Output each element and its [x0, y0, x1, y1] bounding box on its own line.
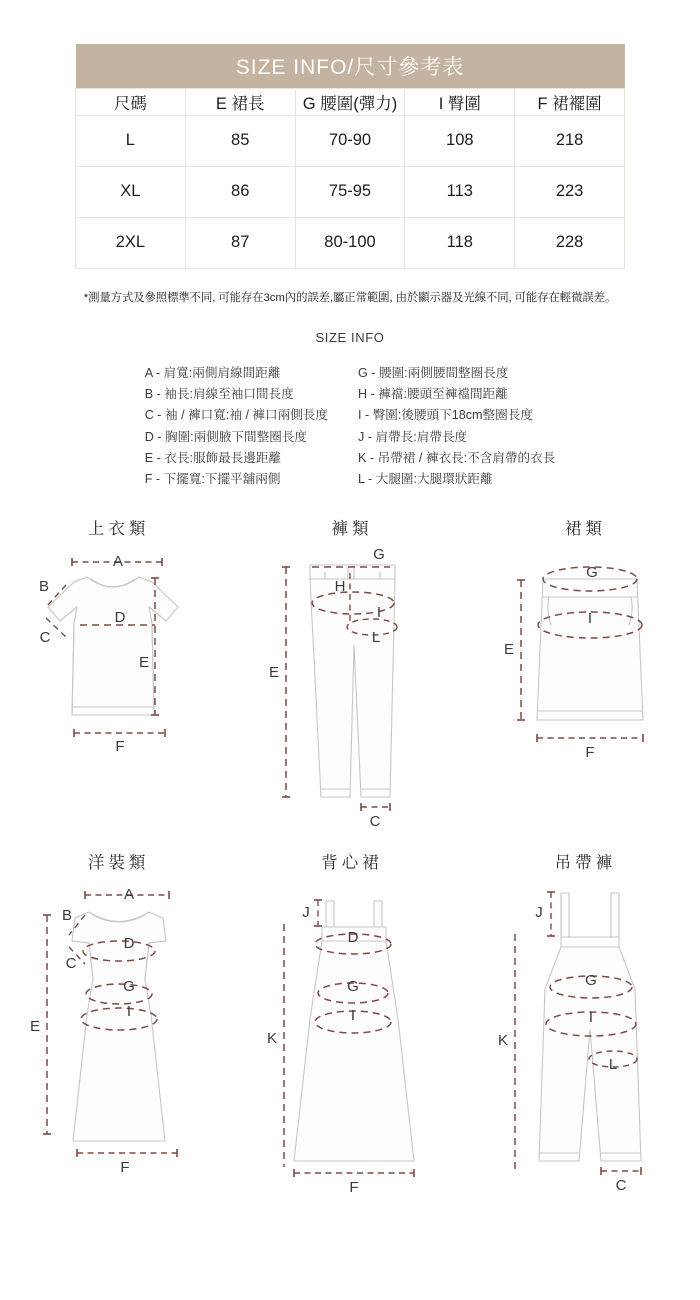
- cell-hem: 228: [515, 217, 625, 268]
- diagram-title-tops: 上衣類: [87, 520, 150, 539]
- diagram-skirt: [467, 515, 700, 835]
- legend: [0, 365, 700, 490]
- cell-hem: 223: [515, 166, 625, 217]
- marker-c: C: [39, 629, 51, 647]
- marker-d: D: [123, 935, 135, 953]
- marker-d: D: [348, 929, 359, 947]
- marker-b: B: [38, 578, 49, 596]
- diagram-svg-dress: [0, 879, 233, 1179]
- diagram-svg-pants: [233, 545, 466, 835]
- marker-e: E: [138, 654, 149, 672]
- diagram-row-2: [0, 849, 700, 1197]
- legend-item-k: K - 吊帶裙 / 褲衣長:不含肩帶的衣長: [358, 451, 556, 465]
- marker-a: A: [112, 553, 123, 571]
- measurement-disclaimer: *測量方式及參照標準不同, 可能存在3cm內的誤差,屬正常範圍, 由於顯示器及光線不同, 可能存在輕微誤差。: [83, 291, 617, 304]
- legend-item-l: L - 大腿圍:大腿環狀距離: [358, 472, 493, 487]
- legend-item-f: F - 下擺寬:下擺平舖兩側: [144, 472, 281, 487]
- legend-item-g: G - 腰圍:兩側腰間整圈長度: [358, 365, 509, 380]
- cell-length: 86: [185, 166, 295, 217]
- marker-k: K: [267, 1030, 278, 1048]
- legend-item-e: E - 衣長:服飾最長邊距離: [144, 451, 282, 465]
- marker-f: F: [115, 738, 125, 756]
- diagram-svg-tops: [0, 545, 233, 775]
- column-header-size: 尺碼: [76, 88, 186, 115]
- size-table: [75, 44, 625, 269]
- marker-h: H: [335, 578, 346, 596]
- marker-i: I: [589, 1009, 594, 1027]
- diagram-title-skirt: 裙類: [564, 520, 606, 539]
- diagram-svg-camisole: [233, 879, 466, 1197]
- marker-i: I: [351, 1007, 356, 1025]
- diagram-overalls: [467, 849, 700, 1195]
- marker-c: C: [370, 813, 381, 831]
- diagram-title-overalls: 吊帶褲: [554, 854, 617, 873]
- table-header-row: [76, 88, 625, 115]
- marker-c: C: [615, 1177, 627, 1195]
- marker-g: G: [122, 978, 135, 996]
- column-header-hip: I 臀圍: [405, 88, 515, 115]
- marker-f: F: [120, 1159, 130, 1177]
- marker-f: F: [349, 1179, 360, 1197]
- column-header-waist: G 腰圍(彈力): [295, 88, 405, 115]
- cell-length: 87: [185, 217, 295, 268]
- cell-size: 2XL: [76, 217, 186, 268]
- marker-g: G: [585, 564, 598, 582]
- table-row: [76, 217, 625, 268]
- marker-i: I: [126, 1003, 131, 1021]
- marker-i: I: [377, 604, 382, 622]
- diagram-svg-overalls: [467, 879, 700, 1195]
- marker-g: G: [373, 546, 386, 564]
- cell-hip: 113: [405, 166, 515, 217]
- legend-item-c: C - 袖 / 褲口寬:袖 / 褲口兩側長度: [144, 408, 328, 423]
- garment-diagrams: [0, 515, 700, 1197]
- legend-item-j: J - 肩帶長:肩帶長度: [358, 429, 468, 444]
- table-row: [76, 115, 625, 166]
- marker-e: E: [503, 641, 514, 659]
- column-header-length: E 裙長: [185, 88, 295, 115]
- legend-item-h: H - 褲襠:腰頭至褲襠間距離: [358, 386, 508, 401]
- cell-hem: 218: [515, 115, 625, 166]
- marker-d: D: [114, 609, 126, 627]
- diagram-camisole: [233, 849, 466, 1197]
- marker-j: J: [535, 904, 544, 922]
- marker-b: B: [61, 907, 72, 925]
- legend-item-i: I - 臀圍:後腰頭下18cm整圈長度: [358, 408, 533, 423]
- marker-l: L: [372, 629, 381, 647]
- table-banner-title: SIZE INFO/尺寸參考表: [76, 44, 625, 88]
- marker-e: E: [269, 664, 280, 682]
- diagram-row-1: [0, 515, 700, 835]
- diagram-title-camisole: 背心裙: [321, 854, 383, 873]
- marker-e: E: [29, 1018, 40, 1036]
- marker-a: A: [123, 886, 134, 904]
- cell-length: 85: [185, 115, 295, 166]
- cell-hip: 118: [405, 217, 515, 268]
- marker-g: G: [585, 972, 598, 990]
- table-row: [76, 166, 625, 217]
- marker-c: C: [65, 955, 77, 973]
- diagram-pants: [233, 515, 466, 835]
- legend-column-left: [145, 365, 328, 490]
- size-table-section: [0, 0, 700, 269]
- marker-k: K: [498, 1032, 509, 1050]
- table-banner-row: [76, 44, 625, 88]
- cell-hip: 108: [405, 115, 515, 166]
- diagram-tops: [0, 515, 233, 835]
- marker-f: F: [585, 744, 595, 762]
- diagram-title-pants: 褲類: [331, 520, 373, 539]
- marker-l: L: [609, 1056, 618, 1074]
- legend-column-right: [358, 365, 555, 490]
- marker-g: G: [347, 978, 360, 996]
- cell-size: L: [76, 115, 186, 166]
- cell-waist: 75-95: [295, 166, 405, 217]
- legend-item-a: A - 肩寬:兩側肩線間距離: [144, 365, 281, 380]
- legend-item-b: B - 袖長:肩線至袖口間長度: [144, 386, 294, 401]
- marker-j: J: [302, 904, 311, 922]
- diagram-svg-skirt: [467, 545, 700, 775]
- legend-item-d: D - 胸圍:兩側腋下間整圈長度: [144, 429, 308, 444]
- cell-waist: 70-90: [295, 115, 405, 166]
- column-header-hem: F 裙襬圍: [515, 88, 625, 115]
- marker-i: I: [587, 610, 592, 628]
- diagram-title-dress: 洋裝類: [87, 854, 150, 873]
- cell-waist: 80-100: [295, 217, 405, 268]
- cell-size: XL: [76, 166, 186, 217]
- legend-title: SIZE INFO: [315, 329, 385, 345]
- diagram-dress: [0, 849, 233, 1179]
